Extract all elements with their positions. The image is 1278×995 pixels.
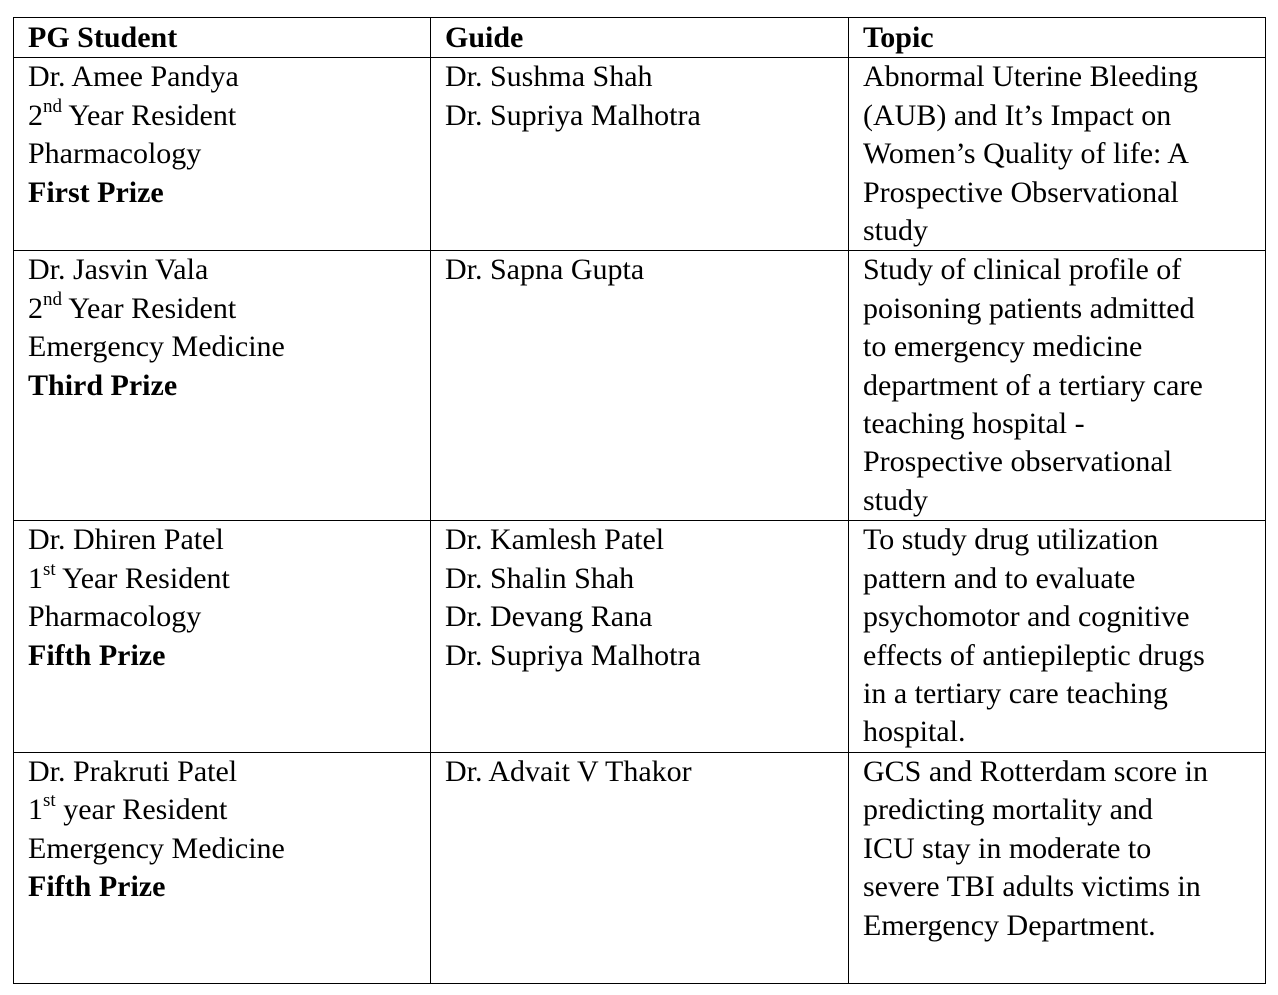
topic-cell bbox=[849, 58, 1266, 251]
guide-cell bbox=[431, 752, 849, 983]
student-year: 2nd Year Resident bbox=[28, 288, 237, 325]
student-name: Dr. Amee Pandya bbox=[28, 60, 239, 94]
guide-name: Dr. Devang Rana bbox=[445, 600, 653, 634]
guide-name: Dr. Supriya Malhotra bbox=[445, 98, 701, 132]
topic-line: predicting mortality and bbox=[863, 793, 1153, 827]
student-name: Dr. Dhiren Patel bbox=[28, 523, 224, 557]
topic-line: pattern and to evaluate bbox=[863, 561, 1136, 595]
guide-name: Dr. Supriya Malhotra bbox=[445, 638, 701, 672]
student-department: Emergency Medicine bbox=[28, 831, 285, 865]
topic-line: To study drug utilization bbox=[863, 523, 1159, 557]
table-row bbox=[14, 58, 1266, 251]
topic-line: ICU stay in moderate to bbox=[863, 831, 1152, 865]
prize-label: Third Prize bbox=[28, 368, 178, 402]
guide-name: Dr. Advait V Thakor bbox=[445, 754, 692, 788]
student-year: 1st year Resident bbox=[28, 790, 228, 827]
topic-line: GCS and Rotterdam score in bbox=[863, 754, 1208, 788]
table-row bbox=[14, 752, 1266, 983]
prize-label: First Prize bbox=[28, 175, 164, 209]
topic-line: to emergency medicine bbox=[863, 330, 1143, 364]
topic-line: hospital. bbox=[863, 715, 966, 749]
topic-line: poisoning patients admitted bbox=[863, 291, 1195, 325]
awards-table bbox=[13, 17, 1266, 984]
student-name: Dr. Prakruti Patel bbox=[28, 754, 238, 788]
table-row bbox=[14, 251, 1266, 521]
guide-cell bbox=[431, 251, 849, 521]
student-year: 2nd Year Resident bbox=[28, 95, 237, 132]
topic-line: Emergency Department. bbox=[863, 908, 1156, 942]
topic-cell bbox=[849, 251, 1266, 521]
guide-name: Dr. Kamlesh Patel bbox=[445, 523, 665, 557]
topic-line: Prospective observational bbox=[863, 445, 1173, 479]
student-cell bbox=[14, 752, 431, 983]
topic-line: department of a tertiary care bbox=[863, 368, 1203, 402]
student-name: Dr. Jasvin Vala bbox=[28, 253, 209, 287]
topic-line: Women’s Quality of life: A bbox=[863, 137, 1189, 171]
prize-label: Fifth Prize bbox=[28, 638, 166, 672]
prize-label: Fifth Prize bbox=[28, 870, 166, 904]
header-guide: Guide bbox=[431, 18, 849, 58]
student-department: Pharmacology bbox=[28, 600, 202, 634]
topic-cell bbox=[849, 521, 1266, 752]
guide-name: Dr. Shalin Shah bbox=[445, 561, 635, 595]
guide-cell bbox=[431, 58, 849, 251]
student-cell bbox=[14, 251, 431, 521]
table-row bbox=[14, 521, 1266, 752]
student-department: Pharmacology bbox=[28, 137, 202, 171]
guide-name: Dr. Sushma Shah bbox=[445, 60, 653, 94]
student-year: 1st Year Resident bbox=[28, 558, 230, 595]
topic-line: study bbox=[863, 214, 929, 248]
topic-cell bbox=[849, 752, 1266, 983]
topic-line: in a tertiary care teaching bbox=[863, 677, 1168, 711]
student-cell bbox=[14, 58, 431, 251]
student-cell bbox=[14, 521, 431, 752]
topic-line: study bbox=[863, 483, 929, 517]
topic-line: psychomotor and cognitive bbox=[863, 600, 1190, 634]
topic-line: severe TBI adults victims in bbox=[863, 870, 1201, 904]
topic-line: Study of clinical profile of bbox=[863, 253, 1182, 287]
topic-line: effects of antiepileptic drugs bbox=[863, 638, 1205, 672]
student-department: Emergency Medicine bbox=[28, 330, 285, 364]
guide-name: Dr. Sapna Gupta bbox=[445, 253, 645, 287]
topic-line: Abnormal Uterine Bleeding bbox=[863, 60, 1198, 94]
topic-line: Prospective Observational bbox=[863, 175, 1179, 209]
header-row bbox=[14, 18, 1266, 58]
header-topic: Topic bbox=[849, 18, 1266, 58]
header-student: PG Student bbox=[14, 18, 431, 58]
guide-cell bbox=[431, 521, 849, 752]
topic-line: teaching hospital - bbox=[863, 407, 1085, 441]
topic-line: (AUB) and It’s Impact on bbox=[863, 98, 1172, 132]
